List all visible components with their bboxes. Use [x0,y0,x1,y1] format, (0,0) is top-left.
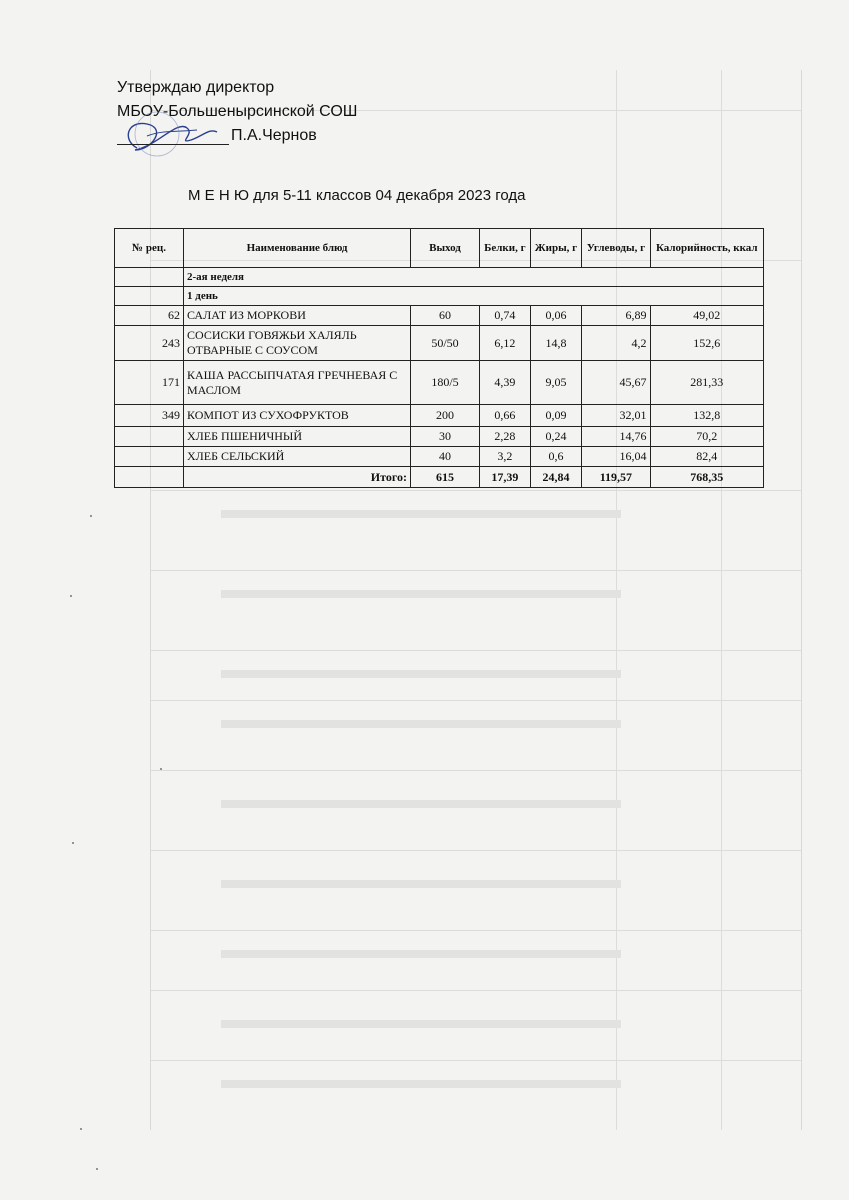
calories: 132,8 [650,405,763,427]
dish-name: КАША РАССЫПЧАТАЯ ГРЕЧНЕВАЯ С МАСЛОМ [184,361,411,405]
total-carbs: 119,57 [582,467,650,488]
protein: 0,66 [480,405,531,427]
recipe-no [115,427,184,447]
protein: 2,28 [480,427,531,447]
total-label: Итого: [184,467,411,488]
scan-speck [70,595,72,597]
dish-name: САЛАТ ИЗ МОРКОВИ [184,306,411,326]
output: 40 [411,447,480,467]
day-row [115,287,764,306]
calories: 82,4 [650,447,763,467]
recipe-no: 243 [115,326,184,361]
carbs: 14,76 [582,427,650,447]
total-fat: 24,84 [530,467,582,488]
scan-speck [72,842,74,844]
protein: 0,74 [480,306,531,326]
header-output: Выход [411,229,480,268]
protein: 6,12 [480,326,531,361]
header-calories: Калорийность, ккал [650,229,763,268]
table-row [115,447,764,467]
fat: 14,8 [530,326,582,361]
calories: 49,02 [650,306,763,326]
menu-table [114,228,764,488]
fat: 0,24 [530,427,582,447]
recipe-no: 62 [115,306,184,326]
fat: 0,09 [530,405,582,427]
header-protein: Белки, г [480,229,531,268]
fat: 0,6 [530,447,582,467]
output: 30 [411,427,480,447]
output: 60 [411,306,480,326]
calories: 70,2 [650,427,763,447]
carbs: 45,67 [582,361,650,405]
scan-speck [160,768,162,770]
table-header-row [115,229,764,268]
approval-block [117,76,357,148]
week-row-no [115,268,184,287]
signature-line [117,144,229,145]
dish-name: ХЛЕБ ПШЕНИЧНЫЙ [184,427,411,447]
recipe-no [115,447,184,467]
carbs: 6,89 [582,306,650,326]
header-carbs: Углеводы, г [582,229,650,268]
calories: 152,6 [650,326,763,361]
day-label: 1 день [184,287,764,306]
dish-name: СОСИСКИ ГОВЯЖЬИ ХАЛЯЛЬ ОТВАРНЫЕ С СОУСОМ [184,326,411,361]
recipe-no: 349 [115,405,184,427]
scan-speck [96,1168,98,1170]
table-row [115,361,764,405]
total-calories: 768,35 [650,467,763,488]
table-row [115,405,764,427]
table-row [115,326,764,361]
output: 50/50 [411,326,480,361]
signature-row [117,124,357,148]
protein: 3,2 [480,447,531,467]
menu-title: М Е Н Ю для 5-11 классов 04 декабря 2023 года [188,187,526,204]
carbs: 4,2 [582,326,650,361]
week-row [115,268,764,287]
scan-speck [90,515,92,517]
total-row [115,467,764,488]
carbs: 32,01 [582,405,650,427]
fat: 0,06 [530,306,582,326]
total-output: 615 [411,467,480,488]
day-row-no [115,287,184,306]
recipe-no: 171 [115,361,184,405]
protein: 4,39 [480,361,531,405]
week-label: 2-ая неделя [184,268,764,287]
scan-speck [80,1128,82,1130]
output: 200 [411,405,480,427]
approval-line-1: Утверждаю директор [117,79,275,96]
approval-line-2: МБОУ-Большенырсинской СОШ [117,103,358,120]
signer-name: П.А.Чернов [231,127,317,144]
fat: 9,05 [530,361,582,405]
total-row-no [115,467,184,488]
total-protein: 17,39 [480,467,531,488]
header-fat: Жиры, г [530,229,582,268]
header-recipe-no: № рец. [115,229,184,268]
dish-name: ХЛЕБ СЕЛЬСКИЙ [184,447,411,467]
calories: 281,33 [650,361,763,405]
dish-name: КОМПОТ ИЗ СУХОФРУКТОВ [184,405,411,427]
handwritten-signature [117,110,232,160]
table-row [115,306,764,326]
table-row [115,427,764,447]
header-dish-name: Наименование блюд [184,229,411,268]
output: 180/5 [411,361,480,405]
carbs: 16,04 [582,447,650,467]
